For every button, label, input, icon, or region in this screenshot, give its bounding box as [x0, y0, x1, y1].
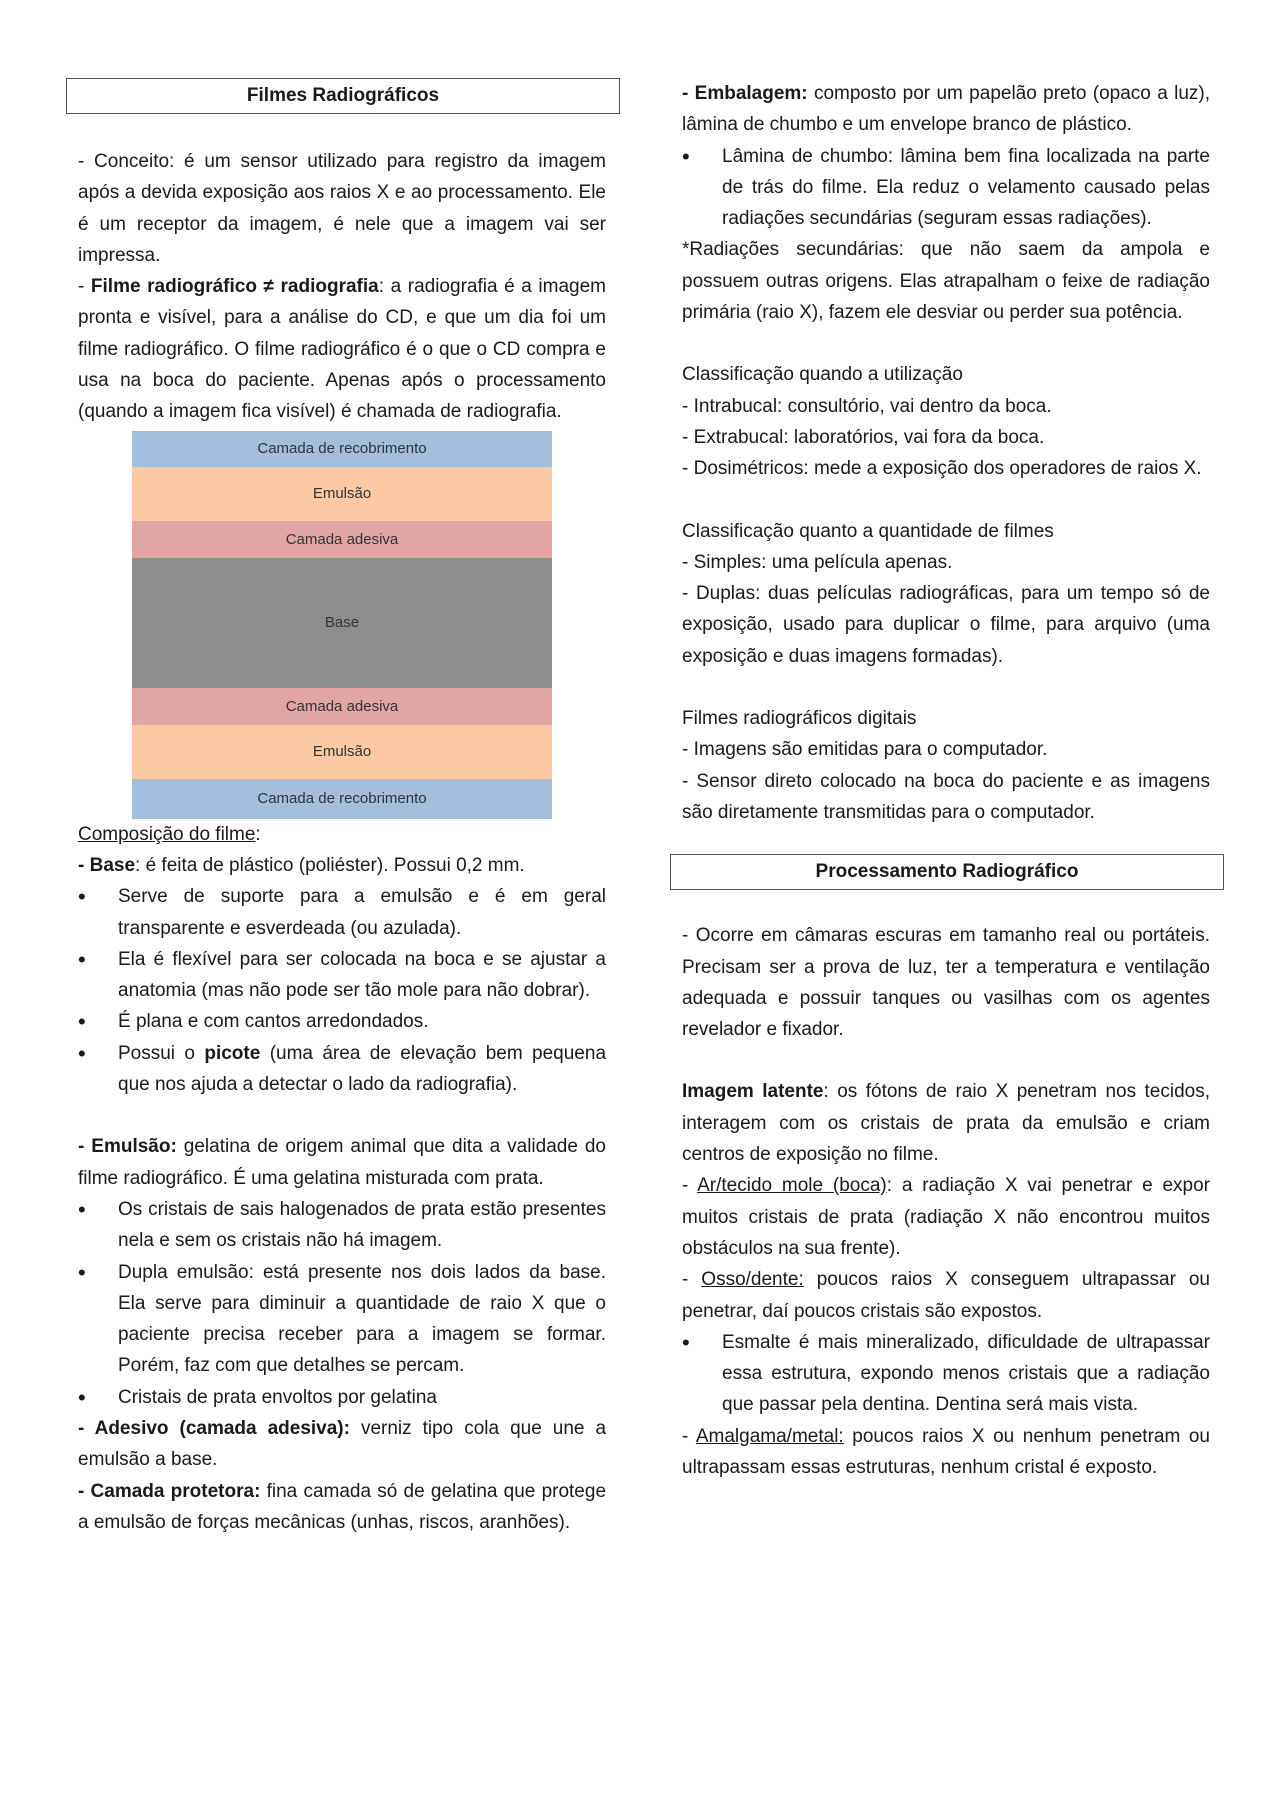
adesivo-paragraph — [78, 1413, 606, 1476]
adesivo-term: - Adesivo (camada adesiva): — [78, 1418, 350, 1440]
composicao-heading-text: Composição do filme — [78, 823, 256, 845]
filme-vs-text: : a radiografia é a imagem pronta e visível, para a análise do CD, e que um dia foi um filme radiográfico. O filme radiográfico é o que o CD compra e usa na boca do paciente. Apenas após o processamento (quando a imagem fica visível) é chamada de radiografia. — [78, 276, 606, 423]
class-quantidade-heading: Classificação quanto a quantidade de filmes — [682, 520, 1054, 542]
emulsao-term: - Emulsão: — [78, 1136, 177, 1158]
layer-recobrimento-top: Camada de recobrimento — [132, 431, 552, 467]
adesivo-text: verniz tipo cola que une a emulsão a base. — [78, 1418, 607, 1471]
base-text: : é feita de plástico (poliéster). Possui 0,2 mm. — [135, 854, 525, 876]
colon: : — [255, 823, 261, 845]
layer-recobrimento-bottom: Camada de recobrimento — [132, 779, 552, 819]
amalgama-text: poucos raios X ou nenhum penetram ou ultrapassam essas estruturas, nenhum cristal é exposto. — [682, 1425, 1210, 1478]
osso-text: poucos raios X conseguem ultrapassar ou penetrar, daí poucos cristais são expostos. — [682, 1269, 1210, 1322]
class-utilizacao-item: - Extrabucal: laboratórios, vai fora da boca. — [682, 426, 1045, 448]
embalagem-paragraph — [682, 78, 1210, 141]
base-paragraph — [78, 850, 606, 881]
ar-text: : a radiação X vai penetrar e expor muitos cristais de prata (radiação X não encontrou muitos obstáculos na sua frente). — [682, 1175, 1210, 1259]
section-title-filmes: Filmes Radiográficos — [66, 78, 620, 114]
layer-emulsao-bottom: Emulsão — [132, 725, 552, 779]
osso-term: Osso/dente: — [701, 1269, 804, 1291]
picote-pre: Possui o — [118, 1042, 205, 1064]
list-item: • Cristais de prata envoltos por gelatina — [78, 1382, 606, 1413]
list-item: • Os cristais de sais halogenados de prata estão presentes nela e sem os cristais não há imagem. — [78, 1194, 606, 1257]
embalagem-text: composto por um papelão preto (opaco a luz), lâmina de chumbo e um envelope branco de plástico. — [682, 83, 1210, 136]
list-item: • É plana e com cantos arredondados. — [78, 1006, 606, 1037]
filme-vs-radiografia-paragraph — [78, 271, 606, 427]
dash: - — [78, 276, 91, 298]
latente-paragraph — [682, 1076, 1210, 1170]
amalgama-term: Amalgama/metal: — [695, 1425, 844, 1447]
emulsao-paragraph — [78, 1131, 606, 1194]
class-quantidade-item: - Simples: uma película apenas. — [682, 551, 953, 573]
right-column — [682, 0, 1210, 1483]
layer-emulsao-top: Emulsão — [132, 467, 552, 521]
latente-text: : os fótons de raio X penetram nos tecidos, interagem com os cristais de prata da emulsão e criam centros de exposição no filme. — [682, 1081, 1210, 1166]
digitais-item: - Sensor direto colocado na boca do paciente e as imagens são diretamente transmitidas para o computador. — [682, 770, 1210, 823]
amalgama-paragraph — [682, 1421, 1210, 1484]
list-item: • Ela é flexível para ser colocada na boca e se ajustar a anatomia (mas não pode ser tão mole para não dobrar). — [78, 944, 606, 1007]
list-item: • Dupla emulsão: está presente nos dois lados da base. Ela serve para diminuir a quantidade de raio X que o paciente precisa receber para a imagem se formar. Porém, faz com que detalhes se percam. — [78, 1257, 606, 1382]
dash: - — [682, 1175, 698, 1197]
osso-bullet-list — [682, 1327, 1210, 1421]
picote-term: picote — [204, 1042, 261, 1064]
class-utilizacao-heading: Classificação quando a utilização — [682, 364, 963, 386]
embalagem-bullet-list — [682, 141, 1210, 235]
protetora-paragraph — [78, 1476, 606, 1539]
layer-adesiva-top: Camada adesiva — [132, 521, 552, 558]
protetora-term: - Camada protetora: — [78, 1480, 261, 1502]
ar-term: Ar/tecido mole (boca) — [697, 1175, 887, 1197]
emulsao-text: gelatina de origem animal que dita a validade do filme radiográfico. É uma gelatina misturada com prata. — [78, 1136, 607, 1189]
film-layers-diagram — [132, 431, 552, 819]
digitais-heading: Filmes radiográficos digitais — [682, 708, 917, 730]
filme-vs-term: Filme radiográfico ≠ radiografia — [90, 276, 379, 298]
emulsao-bullet-list — [78, 1194, 606, 1413]
digitais-item: - Imagens são emitidas para o computador. — [682, 739, 1048, 761]
class-utilizacao-item: - Dosimétricos: mede a exposição dos operadores de raios X. — [682, 458, 1202, 480]
class-utilizacao-item: - Intrabucal: consultório, vai dentro da boca. — [682, 395, 1052, 417]
radiacoes-note: *Radiações secundárias: que não saem da ampola e possuem outras origens. Elas atrapalham o feixe de radiação primária (raio X), fazem ele desviar ou perder sua potência. — [682, 239, 1210, 324]
dash: - — [682, 1425, 696, 1447]
conceito-paragraph: - Conceito: é um sensor utilizado para registro da imagem após a devida exposição aos raios X e ao processamento. Ele é um receptor da imagem, é nele que a imagem vai ser impressa. — [78, 151, 606, 266]
list-item: • Lâmina de chumbo: lâmina bem fina localizada na parte de trás do filme. Ela reduz o velamento causado pelas radiações secundárias (seguram essas radiações). — [682, 141, 1210, 235]
osso-paragraph — [682, 1264, 1210, 1327]
protetora-text: fina camada só de gelatina que protege a emulsão de forças mecânicas (unhas, riscos, aranhões). — [78, 1480, 607, 1533]
left-column — [78, 0, 606, 1538]
list-item: • Esmalte é mais mineralizado, dificuldade de ultrapassar essa estrutura, expondo menos cristais que a radiação que passar pela dentina. Dentina será mais vista. — [682, 1327, 1210, 1421]
picote-post: (uma área de elevação bem pequena que nos ajuda a detectar o lado da radiografia). — [118, 1042, 607, 1096]
layer-base: Base — [132, 558, 552, 688]
ar-paragraph — [682, 1170, 1210, 1264]
list-item-picote — [78, 1038, 606, 1101]
embalagem-term: - Embalagem: — [682, 83, 808, 104]
base-term: - Base — [78, 854, 136, 876]
list-item: • Serve de suporte para a emulsão e é em geral transparente e esverdeada (ou azulada). — [78, 881, 606, 944]
class-quantidade-item: - Duplas: duas películas radiográficas, para um tempo só de exposição, usado para duplicar o filme, para arquivo (uma exposição e duas imagens formadas). — [682, 583, 1210, 667]
composicao-heading — [78, 819, 606, 850]
latente-term: Imagem latente — [682, 1081, 824, 1103]
section-title-processamento: Processamento Radiográfico — [670, 854, 1224, 890]
layer-adesiva-bottom: Camada adesiva — [132, 688, 552, 725]
dash: - — [682, 1269, 702, 1291]
base-bullet-list — [78, 881, 606, 1100]
ocorre-paragraph: - Ocorre em câmaras escuras em tamanho real ou portáteis. Precisam ser a prova de luz, ter a temperatura e ventilação adequada e possuir tanques ou vasilhas com os agentes revelador e fixador. — [682, 925, 1210, 1041]
